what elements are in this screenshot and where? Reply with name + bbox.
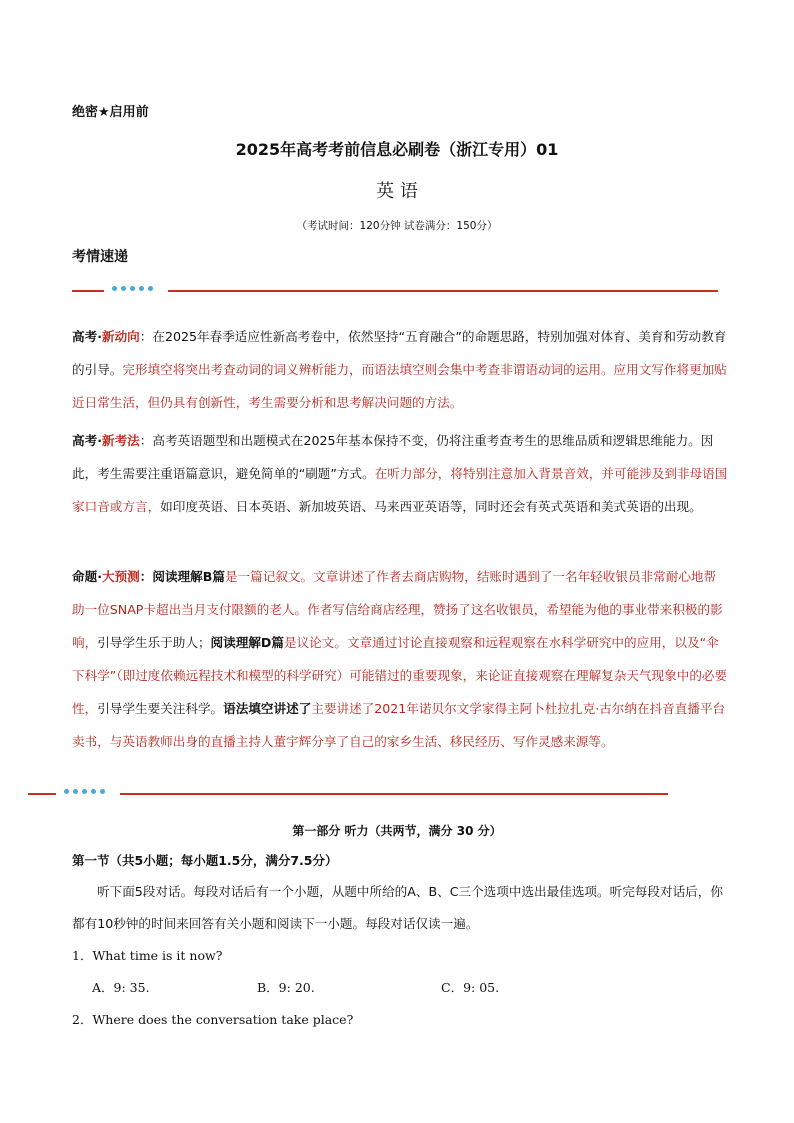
overview-heading: 考情速递 [72,249,128,265]
divider-dot [73,789,78,794]
option-b: B．9: 20. [257,980,315,995]
new-method-paragraph [72,424,728,523]
divider-dot [112,286,117,291]
confidential-label: 绝密★启用前 [72,105,149,120]
para-text: 引导学生要关注科学。 [97,701,224,716]
option-a: A．9: 35. [92,980,150,995]
question-text: What time is it now? [92,948,223,963]
para-text: ：在2025年春季适应性新高考卷中，依然坚持“五育融合”的命题思路，特别加强对体育、美育和劳动教育的引导。 [72,329,727,377]
section-one-title: 第一节（共5小题；每小题1.5分，满分7.5分） [72,853,338,868]
subject-title: 英 语 [376,181,418,202]
para-text-red: 完形填空将突出考查动词的词义辨析能力，而语法填空则会集中考查非谓语动词的运用。应用文写作将更加贴近日常生活，但仍具有创新性，考生需要分析和思考解决问题的方法。 [72,362,727,410]
reading-d-label: 阅读理解D篇 [210,635,284,650]
para-label: 高考· [72,329,102,344]
grammar-label: 语法填空 [223,701,274,716]
divider-dot [148,286,153,291]
para-text: 如印度英语、日本英语、新加坡英语、马来西亚英语等，同时还会有英式英语和美式英语的出现。 [160,499,702,514]
para-text-red: 是议论文。文章通过讨论直接观察和远程观察在水科学研究中的应用，以及“伞下科学”（即过度依赖远程技术和模型的科学研究）可能错过的重要现象，来论证直接观察在理解复杂天气现象中的必要性， [72,635,728,716]
divider-dot [91,789,96,794]
divider-dot [121,286,126,291]
question-text: Where does the conversation take place? [92,1012,354,1027]
para-text-red: 是一篇记叙文。文章讲述了作者去商店购物，结账时遇到了一名年轻收银员非常耐心地帮助一位SNAP卡超出当月支付限额的老人。作者写信给商店经理，赞扬了这名收银员，希望能为他的事业带来积极的影响， [72,569,723,650]
prediction-paragraph [72,560,728,758]
para-label: 高考· [72,433,102,448]
divider-dot [64,789,69,794]
para-text: 讲述了 [273,701,312,716]
para-text-red: 主要讲述了2021年诺贝尔文学家得主阿卜杜拉扎克·古尔纳在抖音直播平台卖书，与英语教师出身的直播主持人董宇辉分享了自己的家乡生活、移民经历、写作灵感来源等。 [72,701,726,749]
para-text-red: 在听力部分，将特别注意加入背景音效，并可能涉及到非母语国家口音或方言， [72,466,728,514]
part-one-title: 第一部分 听力（共两节，满分 30 分） [292,824,502,838]
question-1 [72,946,222,964]
new-trend-paragraph [72,320,728,419]
para-highlight: 新动向 [101,329,140,344]
divider-dot [139,286,144,291]
question-number: 1． [72,948,93,963]
exam-info: （考试时间：120分钟 试卷满分：150分） [296,220,498,232]
para-text: ：高考英语题型和出题模式在2025年基本保持不变，仍将注重考查考生的思维品质和逻辑思维能力。因此，考生需要注重语篇意识，避免简单的“刷题”方式。 [72,433,714,481]
top-divider [72,284,718,298]
para-label: 命题· [72,569,102,584]
para-text: 引导学生乐于助人； [97,635,211,650]
listening-instructions: 听下面5段对话。每段对话后有一个小题，从题中所给的A、B、C三个选项中选出最佳选项。听完每段对话后，你都有10秒钟的时间来回答有关小题和阅读下一小题。每段对话仅读一遍。 [72,884,723,931]
para-highlight: 大预测 [101,569,140,584]
bottom-divider [28,787,668,801]
question-number: 2． [72,1012,93,1027]
para-highlight: 新考法 [101,433,140,448]
divider-dot [82,789,87,794]
reading-b-label: ：阅读理解B篇 [139,569,225,584]
divider-dot [100,789,105,794]
divider-dot [130,286,135,291]
option-c: C．9: 05. [441,980,500,995]
question-2 [72,1010,353,1028]
exam-title: 2025年高考考前信息必刷卷（浙江专用）01 [235,140,559,159]
